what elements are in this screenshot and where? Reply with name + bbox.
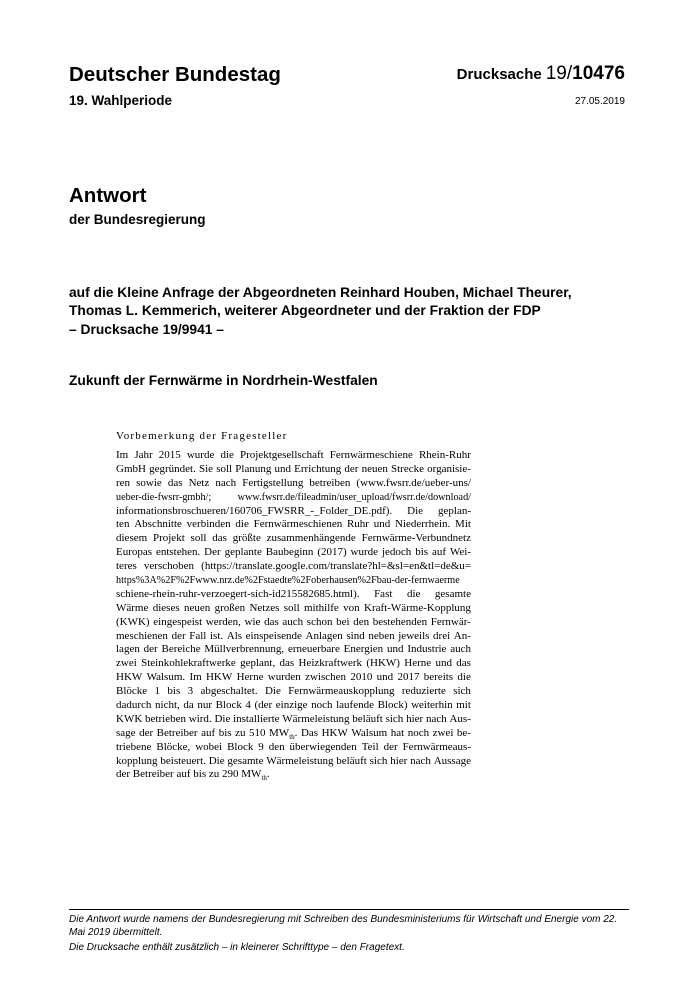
body-line: triebene Blöcke, wobei Block 9 den überwiegenden Teil der Fernwärmeaus- [116, 740, 471, 753]
body-line: Im Jahr 2015 wurde die Projektgesellschaft Fernwärmeschiene Rhein-Ruhr [116, 449, 471, 461]
body-line: lagen der Bereiche Müllverbrennung, erneuerbare Energien und Industrie auch [116, 643, 471, 656]
page-subtitle: der Bundesregierung [69, 212, 206, 227]
body-line: zwei Steinkohlekraftwerke geplant, das Heizkraftwerk (HKW) Herne und das [116, 657, 471, 670]
body-line: schiene-rhein-ruhr-verzoegert-sich-id215582685.html). Fast die gesamte [116, 587, 471, 600]
inquiry-line: auf die Kleine Anfrage der Abgeordneten Reinhard Houben, Michael Theurer, [69, 285, 572, 300]
body-line: Blöcke 1 bis 3 abgeschaltet. Die Fernwärmeauskopplung reduzierte sich [116, 685, 471, 698]
body-line: KWK betrieben wird. Die installierte Wärmeleistung beläuft sich hier nach Aus- [116, 712, 471, 725]
preliminary-heading: Vorbemerkung der Fragesteller [116, 430, 288, 442]
footer-note-contents: Die Drucksache enthält zusätzlich – in kleinerer Schrifttype – den Fragetext. [69, 942, 405, 954]
body-line: HKW Walsum. Im HKW Herne wurden zwischen 2010 und 2017 bereits die [116, 671, 471, 684]
body-line: ren sowie das Netz nach Fertigstellung betreiben (www.fwsrr.de/ueber-uns/ [116, 476, 471, 489]
topic-heading: Zukunft der Fernwärme in Nordrhein-Westfalen [69, 373, 378, 388]
body-line: diesem Projekt soll das größte zusammenhängende Fernwärme-Verbundnetz [116, 532, 471, 545]
body-line: ten Abschnitte verbinden die Fernwärmeschienen Ruhr und Niederrhein. Mit [116, 518, 471, 531]
body-line: Wärme dieses neuen großen Netzes soll mithilfe von Kraft-Wärme-Kopplung [116, 601, 471, 614]
body-line: Europas entstehen. Der geplante Baubeginn (2017) wurde jedoch bis auf Wei- [116, 546, 471, 559]
body-line: ueber-die-fwsrr-gmbh/; www.fwsrr.de/fileadmin/user_upload/fwsrr.de/download/ [116, 491, 471, 503]
inquiry-reference [69, 284, 629, 339]
inquiry-line: Thomas L. Kemmerich, weiterer Abgeordneter und der Fraktion der FDP [69, 303, 541, 319]
document-number [457, 63, 625, 85]
document-number-prefix: 19/ [545, 63, 573, 84]
body-line: meschienen der Fall ist. Als einspeisende Anlagen sind neben jeweils drei An- [116, 629, 471, 642]
institution-name: Deutscher Bundestag [69, 63, 281, 86]
page-title: Antwort [69, 184, 147, 207]
footer-notes [69, 914, 634, 958]
document-label: Drucksache [456, 66, 542, 83]
document-date: 27.05.2019 [574, 96, 625, 107]
body-line: GmbH gegründet. Sie soll Planung und Errichtung der neuen Strecke organisie- [116, 462, 471, 475]
body-line: sage der Betreiber auf bis zu 510 $MW_{th}$. Das HKW Walsum hat noch zwei be- [116, 726, 471, 741]
footer-divider [69, 909, 629, 910]
body-line: (KWK) eingespeist werden, wie das auch schon bei den bestehenden Fernwär- [116, 615, 471, 628]
document-number-value: 10476 [572, 63, 625, 84]
body-line: https%3A%2F%2Fwww.nrz.de%2Fstaedte%2Foberhausen%2Fbau-der-fernwaerme [116, 575, 460, 587]
footer-note-transmission: Die Antwort wurde namens der Bundesregierung mit Schreiben des Bundesministeriums für Wirtschaft und Energie vom 22. Mai 2019 übermittelt. [69, 914, 618, 938]
body-line: dadurch nicht, da nur Block 4 (der einzige noch laufende Block) weiterhin mit [116, 699, 471, 712]
body-line: der Betreiber auf bis zu 290 $MW_{th}$. [116, 768, 270, 783]
legislative-period: 19. Wahlperiode [69, 93, 173, 108]
body-line: informationsbroschueren/160706_FWSRR_-_Folder_DE.pdf). Die geplan- [116, 504, 471, 517]
body-line: teres verschoben (https://translate.google.com/translate?hl=&sl=en&tl=de&u= [116, 560, 471, 573]
inquiry-line: – Drucksache 19/9941 – [69, 321, 224, 337]
preliminary-body [116, 449, 471, 782]
body-line: kopplung beisteuert. Die gesamte Wärmeleistung beläuft sich hier nach Aussage [116, 754, 471, 767]
